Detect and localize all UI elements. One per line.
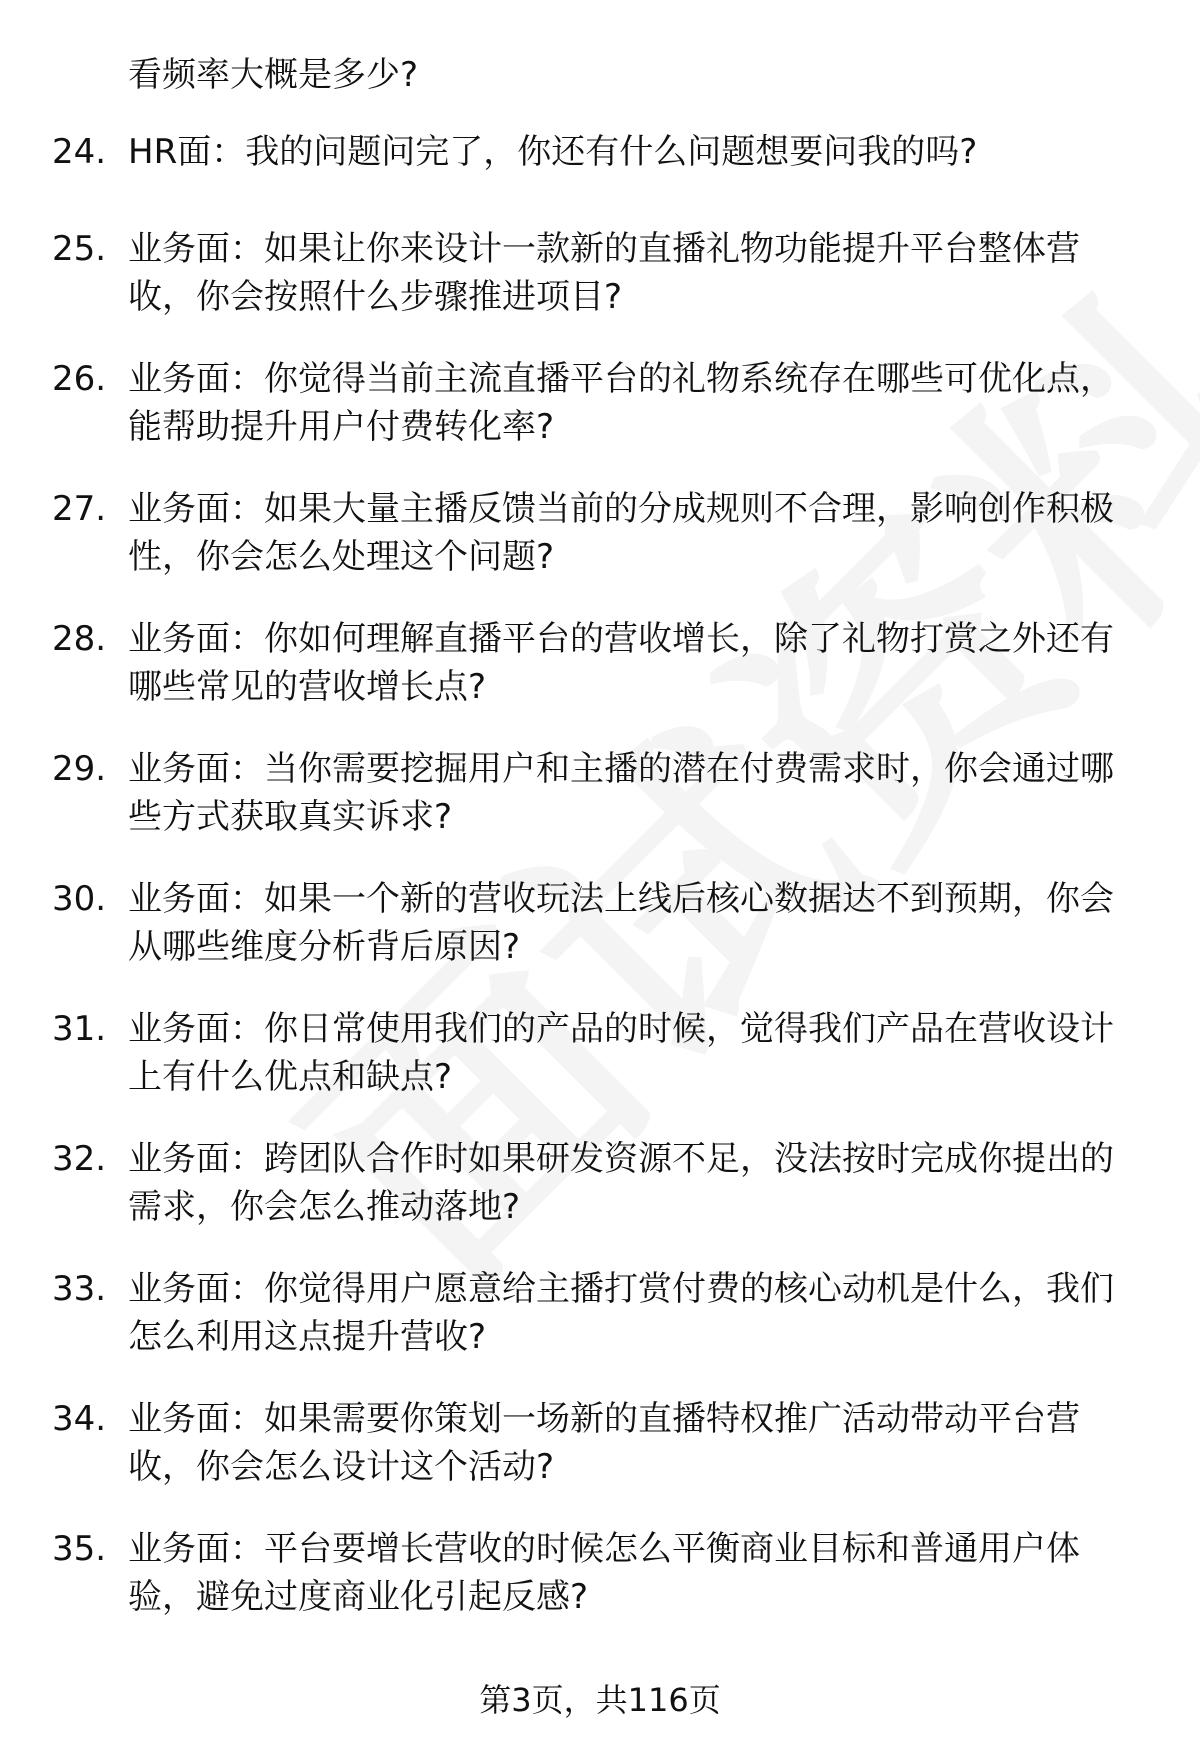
question-number: 30. [52, 879, 107, 919]
question-text: 业务面：当你需要挖掘用户和主播的潜在付费需求时，你会通过哪些方式获取真实诉求? [128, 749, 1114, 837]
question-text: 业务面：你如何理解直播平台的营收增长，除了礼物打赏之外还有哪些常见的营收增长点? [128, 619, 1114, 707]
question-text: 业务面：如果一个新的营收玩法上线后核心数据达不到预期，你会从哪些维度分析背后原因? [128, 879, 1114, 967]
question-text: 业务面：你日常使用我们的产品的时候，觉得我们产品在营收设计上有什么优点和缺点? [128, 1009, 1114, 1097]
question-number: 24. [52, 132, 107, 172]
question-text: 业务面：如果需要你策划一场新的直播特权推广活动带动平台营收，你会怎么设计这个活动? [128, 1399, 1080, 1487]
question-number: 28. [52, 619, 107, 659]
question-text: 业务面：跨团队合作时如果研发资源不足，没法按时完成你提出的需求，你会怎么推动落地? [128, 1139, 1114, 1227]
continued-question-text: 看频率大概是多少? [128, 55, 419, 95]
question-number: 33. [52, 1269, 107, 1309]
question-number: 35. [52, 1529, 107, 1569]
question-number: 26. [52, 359, 107, 399]
question-text: 业务面：你觉得用户愿意给主播打赏付费的核心动机是什么，我们怎么利用这点提升营收? [128, 1269, 1114, 1357]
page-number: 第3页，共116页 [479, 1681, 721, 1719]
question-number: 27. [52, 489, 107, 529]
question-text: 业务面：平台要增长营收的时候怎么平衡商业目标和普通用户体验，避免过度商业化引起反感? [128, 1529, 1080, 1617]
question-number: 29. [52, 749, 107, 789]
question-text: 业务面：如果大量主播反馈当前的分成规则不合理，影响创作积极性，你会怎么处理这个问题? [128, 489, 1114, 577]
question-number: 31. [52, 1009, 107, 1049]
question-text: 业务面：你觉得当前主流直播平台的礼物系统存在哪些可优化点，能帮助提升用户付费转化率? [128, 359, 1114, 447]
question-number: 34. [52, 1399, 107, 1439]
question-number: 25. [52, 229, 107, 269]
question-text: HR面：我的问题问完了，你还有什么问题想要问我的吗? [128, 132, 978, 172]
question-text: 业务面：如果让你来设计一款新的直播礼物功能提升平台整体营收，你会按照什么步骤推进项目? [128, 229, 1080, 317]
question-number: 32. [52, 1139, 107, 1179]
